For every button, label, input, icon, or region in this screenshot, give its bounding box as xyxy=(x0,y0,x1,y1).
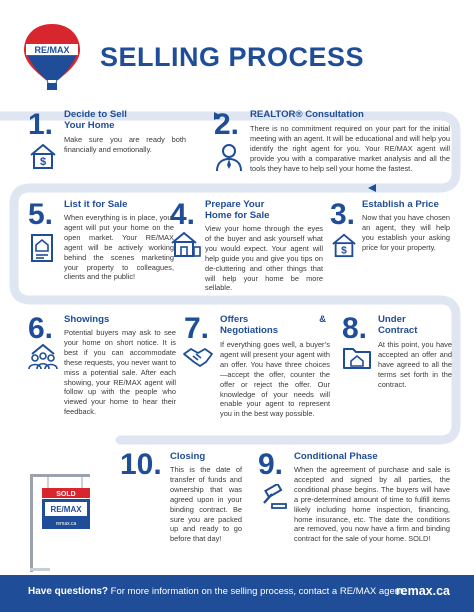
contract-folder-icon xyxy=(342,344,372,370)
sign-sold-text: SOLD xyxy=(56,491,76,498)
step-1-body: Make sure you are ready both financially and emotionally. xyxy=(64,135,186,154)
step-10-body: This is the date of transfer of funds and ownership that was agreed upon in your binding contract. Be sure you are packed up and ready to go before that day! xyxy=(170,465,242,544)
step-9-number: 9. xyxy=(258,448,284,481)
remax-balloon-logo xyxy=(22,22,82,94)
svg-text:$: $ xyxy=(341,245,347,257)
step-3-body: Now that you have chosen an agent, they will help you establish your asking price for your property. xyxy=(362,213,450,252)
handshake-icon xyxy=(182,344,214,370)
step-1-title: Decide to Sell Your Home xyxy=(64,109,127,131)
step-4-body: View your home through the eyes of the buyer and ask yourself what you would expect. Your agent will help guide you and give you tips on de-cluttering and other things that will help your home be more sellable. xyxy=(205,224,323,293)
step-6-title: Showings xyxy=(64,314,110,325)
listing-document-icon xyxy=(28,232,56,264)
step-8-number: 8. xyxy=(342,312,368,345)
step-7-body: If everything goes well, a buyer’s agent will present your agent with an offer. You have three choices—accept the offer, counter the offer or reject the offer. Our knowledge of your needs will enable your agent to represent you in the best way possible. xyxy=(220,340,330,419)
step-6-number: 6. xyxy=(28,312,54,345)
gavel-icon xyxy=(258,484,288,510)
step-2-body: There is no commitment required on your part for the initial meeting with an agent. It will be educational and will help you identify the right agent for you. Your RE/MAX agent will provide you with a comparative market analysis and all the tools they have to help sell your home the fastest. xyxy=(250,124,450,173)
step-3-title: Establish a Price xyxy=(362,199,439,210)
step-1-number: 1. xyxy=(28,108,54,141)
footer-question: Have questions? For more information on the selling process, contact a RE/MAX agent. xyxy=(28,586,406,597)
step-7-title: Offers & Negotiations xyxy=(220,314,326,336)
step-10-number: 10. xyxy=(120,448,162,481)
house-tools-icon xyxy=(170,230,202,258)
step-2-number: 2. xyxy=(214,108,240,141)
step-9-title: Conditional Phase xyxy=(294,451,378,462)
people-house-icon xyxy=(26,342,60,370)
step-6-body: Potential buyers may ask to see your home on short notice. It is best if you can accommodate these requests, you never want to miss a potential sale. After each showing, your RE/MAX agent will follow up with the people who viewed your home to hear their feedback. xyxy=(64,328,176,417)
step-4-number: 4. xyxy=(170,198,196,231)
footer-bar xyxy=(0,575,474,612)
step-5-title: List it for Sale xyxy=(64,199,128,210)
step-4-title: Prepare Your Home for Sale xyxy=(205,199,270,221)
svg-text:$: $ xyxy=(39,156,47,168)
step-8-body: At this point, you have accepted an offer and have agreed to all the terms set forth in the contract. xyxy=(378,340,452,389)
step-9-body: When the agreement of purchase and sale is accepted and signed by all parties, the conditional phase begins. The buyers will have a pre-determined amount of time to fulfill items likely including home inspection, financing, home insurance, etc. The date the conditions are removed, you now have a firm and binding contract for the sale of your home. SOLD! xyxy=(294,465,450,544)
step-2-title: REALTOR® Consultation xyxy=(250,109,364,120)
step-3-number: 3. xyxy=(330,198,356,231)
house-dollar-icon xyxy=(330,232,358,258)
sold-sign-illustration xyxy=(26,472,96,572)
sign-brand-text: RE/MAX xyxy=(50,505,82,514)
footer-site-link[interactable]: remax.ca xyxy=(395,584,450,598)
step-7-number: 7. xyxy=(184,312,210,345)
page-title: SELLING PROCESS xyxy=(100,42,365,72)
agent-icon xyxy=(214,142,244,172)
step-5-number: 5. xyxy=(28,198,54,231)
step-8-title: Under Contract xyxy=(378,314,418,336)
step-5-body: When everything is in place, your agent will put your home on the open market. Your RE/MAX agent will be actively working behind the scenes marketing your property to colleagues, clients and the public! xyxy=(64,213,174,282)
logo-text: RE/MAX xyxy=(34,45,70,55)
step-10-title: Closing xyxy=(170,451,206,462)
house-dollar-icon xyxy=(28,142,58,170)
sign-url-text: remax.ca xyxy=(55,521,77,527)
